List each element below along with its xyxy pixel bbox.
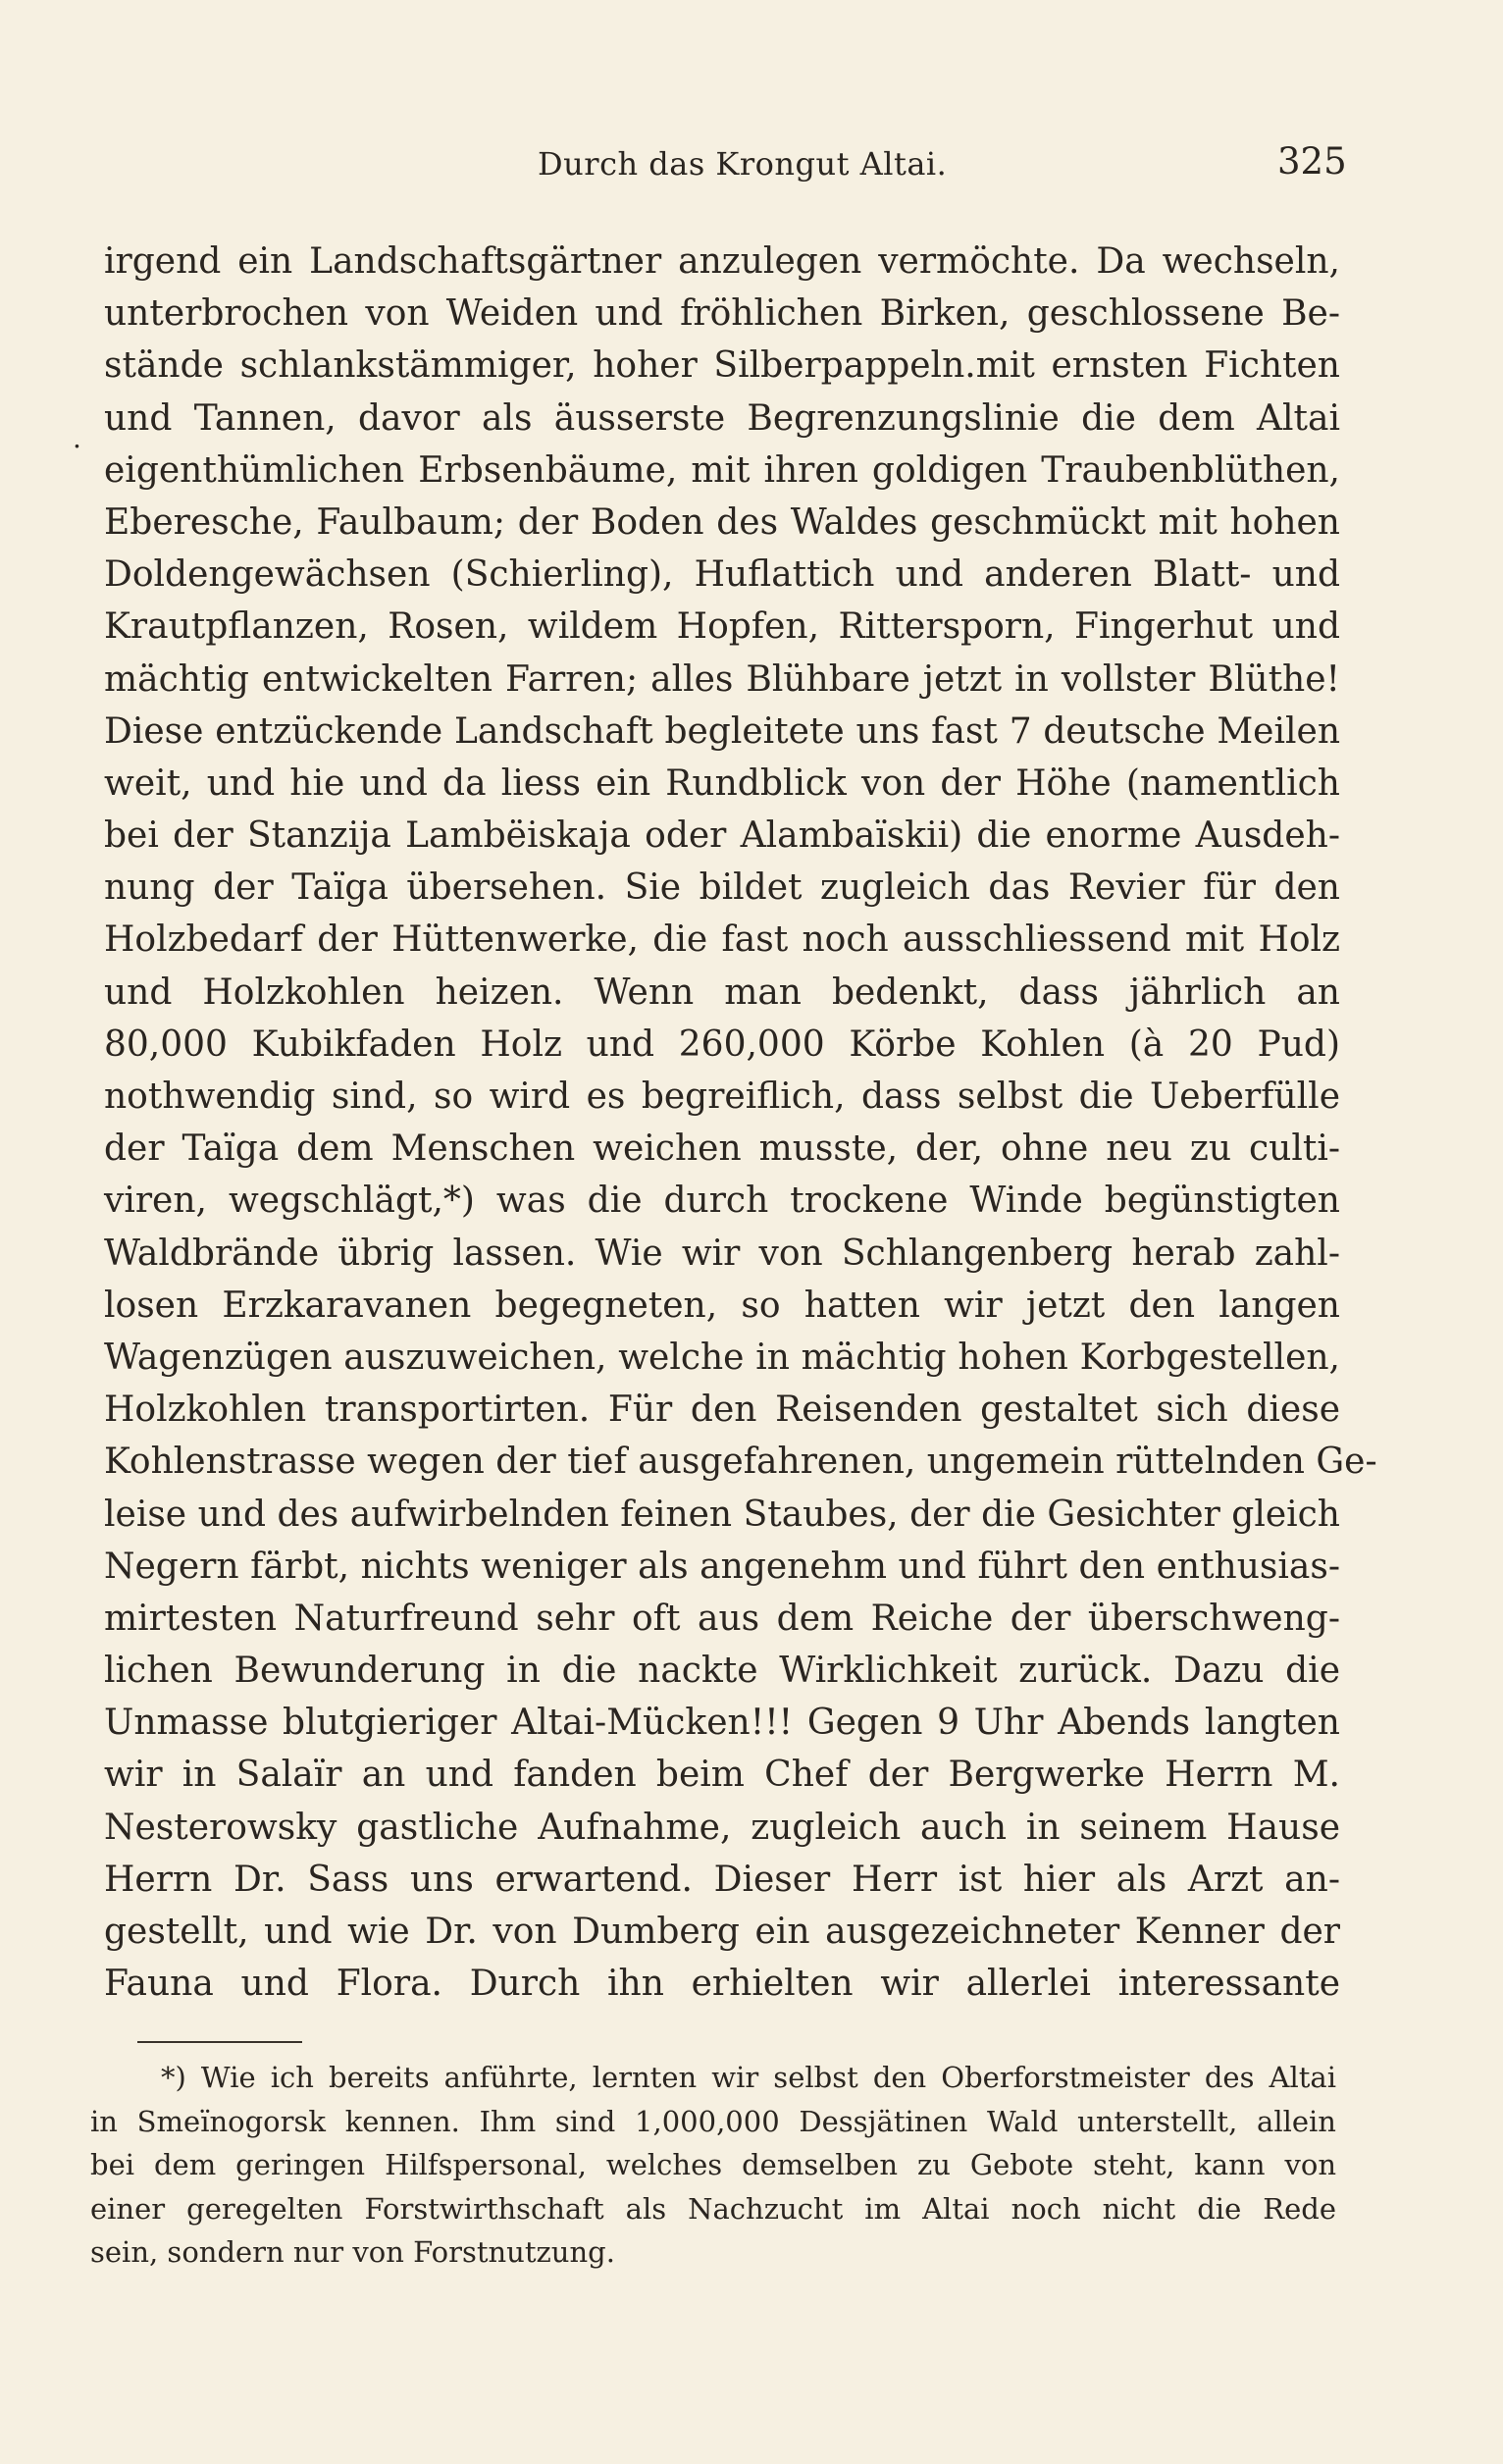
text-line: weit, und hie und da liess ein Rundblick von der Höhe (namentlich (104, 762, 1340, 804)
footnote-line: bei dem geringen Hilfspersonal, welches demselben zu Gebote steht, kann von (90, 2148, 1336, 2181)
text-line: mirtesten Naturfreund sehr oft aus dem Reiche der überschweng- (104, 1598, 1340, 1639)
text-line: bei der Stanzija Lambëiskaja oder Alambaïskii) die enorme Ausdeh- (104, 815, 1340, 857)
footnote-line: sein, sondern nur von Forstnutzung. (90, 2235, 615, 2269)
text-line: der Taïga dem Menschen weichen musste, der, ohne neu zu culti- (104, 1128, 1340, 1170)
footnote-line: *) Wie ich bereits anführte, lernten wir selbst den Oberforstmeister des Altai (161, 2061, 1336, 2094)
text-line: Holzkohlen transportirten. Für den Reisenden gestaltet sich diese (104, 1389, 1340, 1431)
text-line: Eberesche, Faulbaum; der Boden des Waldes geschmückt mit hohen (104, 501, 1340, 543)
text-line: Fauna und Flora. Durch ihn erhielten wir allerlei interessante (104, 1964, 1340, 2005)
footnote (90, 2056, 1336, 2275)
margin-mark: . (73, 422, 81, 454)
text-line: Unmasse blutgieriger Altai-Mücken!!! Gegen 9 Uhr Abends langten (104, 1703, 1340, 1744)
text-line: Herrn Dr. Sass uns erwartend. Dieser Herr ist hier als Arzt an- (104, 1859, 1340, 1900)
footnote-rule (137, 2041, 302, 2043)
text-line: Doldengewächsen (Schierling), Huflattich und anderen Blatt- und (104, 554, 1340, 596)
text-line: 80,000 Kubikfaden Holz und 260,000 Körbe Kohlen (à 20 Pud) (104, 1023, 1340, 1065)
text-line: viren, wegschlägt,*) was die durch trockene Winde begünstigten (104, 1180, 1340, 1222)
text-line: Nesterowsky gastliche Aufnahme, zugleich auch in seinem Hause (104, 1807, 1340, 1848)
text-line: Holzbedarf der Hüttenwerke, die fast noch ausschliessend mit Holz (104, 919, 1340, 961)
text-line: lichen Bewunderung in die nackte Wirklichkeit zurück. Dazu die (104, 1651, 1340, 1692)
page-number: 325 (1277, 140, 1347, 183)
text-line: nothwendig sind, so wird es begreiflich, dass selbst die Ueberfülle (104, 1076, 1340, 1117)
text-line: Krautpflanzen, Rosen, wildem Hopfen, Rittersporn, Fingerhut und (104, 606, 1340, 648)
text-line: irgend ein Landschaftsgärtner anzulegen vermöchte. Da wechseln, (104, 241, 1340, 282)
text-line: Kohlenstrasse wegen der tief ausgefahrenen, ungemein rüttelnden Ge- (104, 1442, 1377, 1483)
text-line: Negern färbt, nichts weniger als angenehm und führt den enthusias- (104, 1546, 1340, 1587)
text-line: und Holzkohlen heizen. Wenn man bedenkt, dass jährlich an (104, 971, 1340, 1013)
text-line: nung der Taïga übersehen. Sie bildet zugleich das Revier für den (104, 867, 1340, 909)
text-line: und Tannen, davor als äusserste Begrenzungslinie die dem Altai (104, 397, 1340, 439)
running-title: Durch das Krongut Altai. (538, 145, 948, 183)
text-line: mächtig entwickelten Farren; alles Blühbare jetzt in vollster Blüthe! (104, 658, 1340, 700)
text-line: stände schlankstämmiger, hoher Silberpappeln.mit ernsten Fichten (104, 345, 1340, 387)
text-line: leise und des aufwirbelnden feinen Staubes, der die Gesichter gleich (104, 1494, 1340, 1535)
text-line: Diese entzückende Landschaft begleitete uns fast 7 deutsche Meilen (104, 710, 1340, 752)
body-text (104, 236, 1377, 2010)
text-line: Wagenzügen auszuweichen, welche in mächtig hohen Korbgestellen, (104, 1337, 1340, 1378)
text-line: gestellt, und wie Dr. von Dumberg ein ausgezeichneter Kenner der (104, 1912, 1340, 1952)
text-line: losen Erzkaravanen begegneten, so hatten wir jetzt den langen (104, 1284, 1340, 1326)
text-line: Waldbrände übrig lassen. Wie wir von Schlangenberg herab zahl- (104, 1232, 1340, 1274)
text-line: eigenthümlichen Erbsenbäume, mit ihren goldigen Traubenblüthen, (104, 449, 1340, 491)
footnote-line: einer geregelten Forstwirthschaft als Nachzucht im Altai noch nicht die Rede (90, 2191, 1336, 2226)
footnote-line: in Smeïnogorsk kennen. Ihm sind 1,000,000 Dessjätinen Wald unterstellt, allein (90, 2104, 1336, 2138)
text-line: unterbrochen von Weiden und fröhlichen Birken, geschlossene Be- (104, 293, 1340, 335)
text-line: wir in Salaïr an und fanden beim Chef der Bergwerke Herrn M. (104, 1755, 1340, 1796)
